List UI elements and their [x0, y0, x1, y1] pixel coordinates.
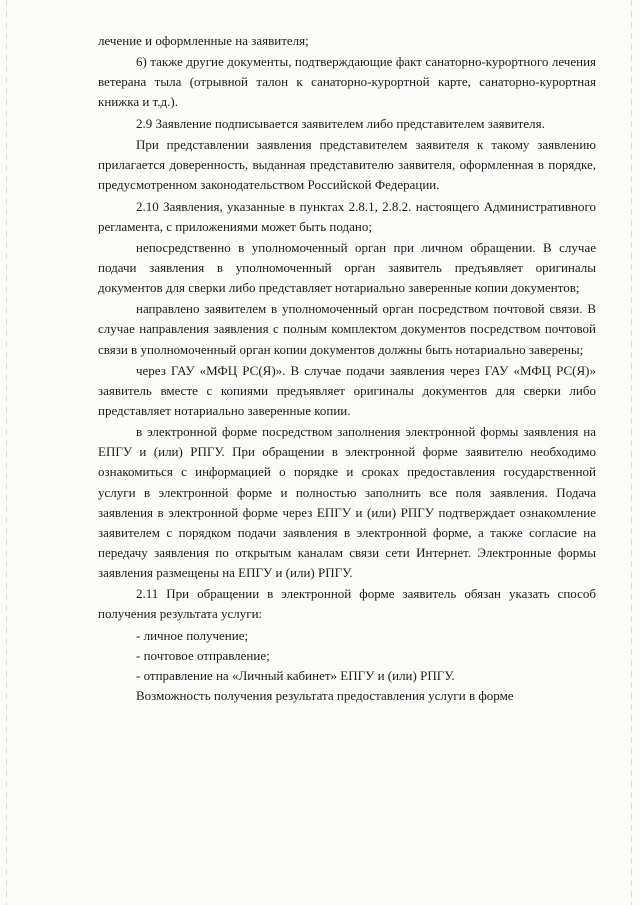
- scan-right-edge: [631, 0, 632, 905]
- document-body: [98, 31, 596, 707]
- list-item-personal: - личное получение;: [136, 627, 249, 643]
- list-item-cabinet: - отправление на «Личный кабинет» ЕПГУ и (или) РПГУ.: [136, 667, 455, 683]
- paragraph-2-11: 2.11 При обращении в электронной форме заявитель обязан указать способ получения результата услуги:: [98, 586, 596, 622]
- paragraph-2-9: 2.9 Заявление подписывается заявителем либо представителем заявителя.: [136, 115, 545, 131]
- paragraph-2-10: 2.10 Заявления, указанные в пунктах 2.8.1, 2.8.2. настоящего Административного регламента, с приложениями может быть подано;: [98, 198, 596, 234]
- paragraph-electronic: в электронной форме посредством заполнения электронной формы заявления на ЕПГУ и (или) РПГУ. При обращении в электронной форме заявителю необходимо ознакомиться с информацией о порядке и сроках предоставления государственной услуги в электронной форме и полностью заполнить все поля заявления. Подача заявления в электронной форме через ЕПГУ и (или) РПГУ подтверждает ознакомление заявителем с порядком подачи заявления в электронной форме, а также согласие на передачу заявления по открытым каналам связи сети Интернет. Электронные формы заявления размещены на ЕПГУ и (или) РПГУ.: [98, 424, 596, 580]
- paragraph-mfc: через ГАУ «МФЦ РС(Я)». В случае подачи заявления через ГАУ «МФЦ РС(Я)» заявитель вместе с копиями предъявляет оригиналы документов для сверки либо представляет нотариально заверенные копии.: [98, 362, 596, 418]
- paragraph-representative: При представлении заявления представителем заявителя к такому заявлению прилагается доверенность, выданная представителю заявителя, оформленная в порядке, предусмотренном законодательством Российской Федерации.: [98, 137, 596, 193]
- paragraph-continuation: лечение и оформленные на заявителя;: [98, 33, 309, 48]
- list-item-postal: - почтовое отправление;: [136, 647, 270, 663]
- paragraph-by-post: направлено заявителем в уполномоченный орган посредством почтовой связи. В случае направления заявления с полным комплектом документов посредством почтовой связи в уполномоченный орган копии документов должны быть нотариально заверены;: [98, 301, 596, 357]
- paragraph-in-person: непосредственно в уполномоченный орган при личном обращении. В случае подачи заявления в уполномоченный орган заявитель предъявляет оригиналы документов для сверки либо представляет нотариально заверенные копии документов;: [98, 239, 596, 296]
- scan-left-edge: [6, 0, 7, 905]
- paragraph-item-6: 6) также другие документы, подтверждающие факт санаторно-курортного лечения ветерана тыла (отрывной талон к санаторно-курортной карте, санаторно-курортная книжка и т.д.).: [98, 54, 596, 110]
- paragraph-result-form: Возможность получения результата предоставления услуги в форме: [136, 687, 514, 703]
